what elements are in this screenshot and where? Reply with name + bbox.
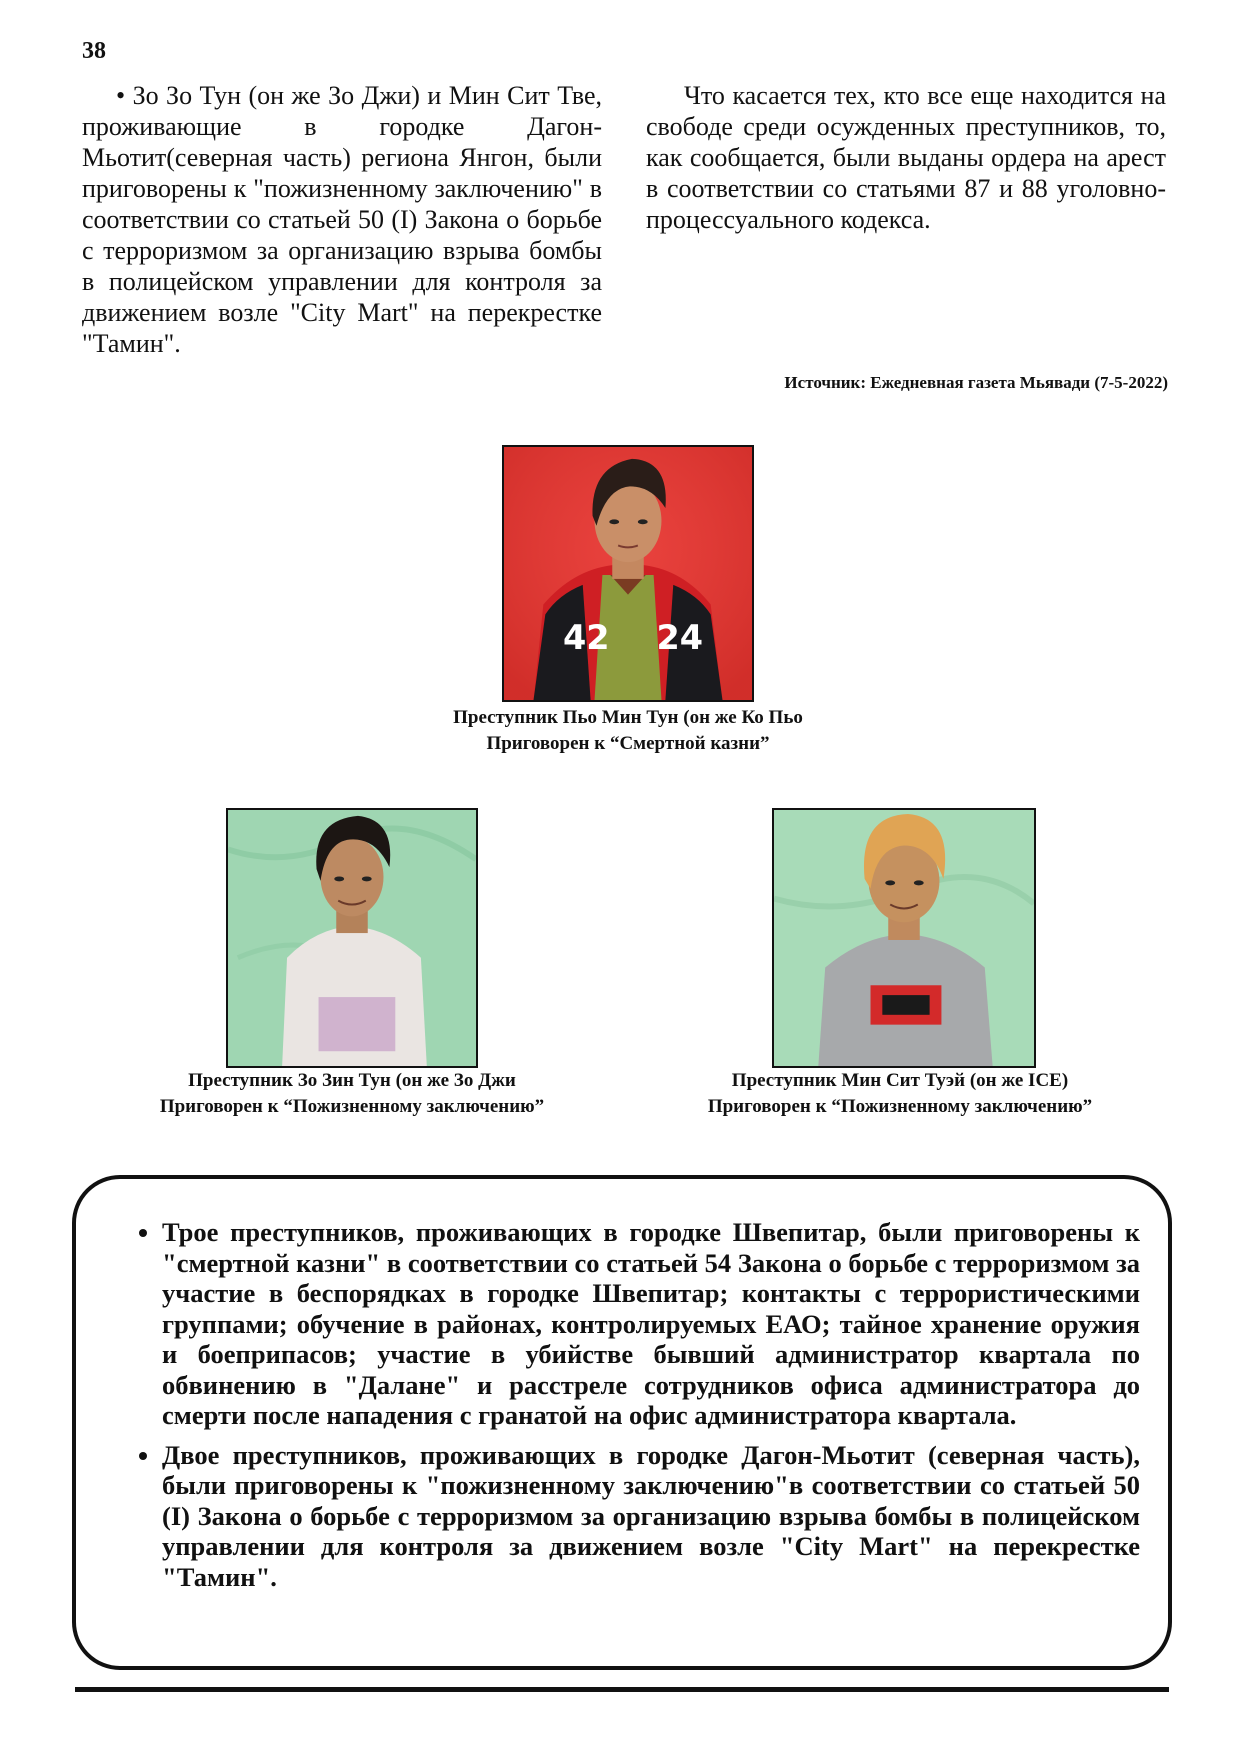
portrait-image (228, 810, 476, 1066)
caption-sentence: Приговорен к “Смертной казни” (486, 733, 770, 754)
photo-min-sit-tway (772, 808, 1036, 1068)
photo-caption-2 (100, 1068, 604, 1120)
summary-box (72, 1175, 1172, 1670)
photo-caption-1 (380, 705, 876, 757)
caption-sentence: Приговорен к “Пожизненному заключению” (159, 1096, 545, 1117)
photo-zaw-zin-tun (226, 808, 478, 1068)
left-column (82, 80, 602, 359)
source-citation: Источник: Ежедневная газета Мьявади (7-5-2022) (784, 373, 1168, 392)
portrait-image (504, 447, 752, 700)
right-column (646, 80, 1166, 235)
portrait-image (774, 810, 1034, 1066)
jacket-text-left: 42 (563, 617, 610, 657)
caption-sentence: Приговорен к “Пожизненному заключению” (707, 1096, 1093, 1117)
right-column-paragraph: Что касается тех, кто все еще находится на свободе среди осужденных преступников, то, как сообщается, были выданы ордера на арест в соответствии со статьями 87 и 88 уголовно-процессуального кодекса. (646, 81, 1166, 234)
summary-item-life-sentence: • Двое преступников, проживающих в городке Дагон-Мьотит (северная часть), были приговорены к "пожизненному заключению"в соответствии со статьей 50 (I) Закона о борьбе с терроризмом за организацию взрыва бомбы в полицейском управлении для контроля за движением возле "City Mart" на перекрестке "Тамин". (162, 1440, 1140, 1593)
bottom-rule (75, 1687, 1169, 1692)
photo-pyo-min-tun (502, 445, 754, 702)
photo-caption-3 (640, 1068, 1160, 1120)
caption-name: Преступник Пьо Мин Тун (он же Ко Пьо (453, 707, 803, 728)
jacket-text-right: 24 (656, 617, 704, 657)
left-column-paragraph: • Зо Зо Тун (он же Зо Джи) и Мин Сит Тве, проживающие в городке Дагон-Мьотит(северная часть) региона Янгон, были приговорены к "пожизненному заключению" в соответствии со статьей 50 (I) Закона о борьбе с терроризмом за организацию взрыва бомбы в полицейском управлении для контроля за движением возле "City Mart" на перекрестке "Тамин". (82, 81, 602, 358)
caption-name: Преступник Мин Сит Туэй (он же ICE) (731, 1070, 1069, 1091)
summary-item-death-sentence: • Трое преступников, проживающих в городке Швепитар, были приговорены к "смертной казни" в соответствии со статьей 54 Закона о борьбе с терроризмом за участие в беспорядках в городке Швепитар; контакты с террористическими группами; обучение в районах, контролируемых ЕАО; тайное хранение оружия и боеприпасов; участие в убийстве бывший администратор квартала по обвинению в "Далане" и расстреле сотрудников офиса администратора до смерти после нападения с гранатой на офис администратора квартала. (162, 1217, 1140, 1431)
page-number: 38 (82, 38, 106, 64)
summary-list (76, 1217, 1140, 1592)
caption-name: Преступник Зо Зин Тун (он же Зо Джи (188, 1070, 516, 1091)
